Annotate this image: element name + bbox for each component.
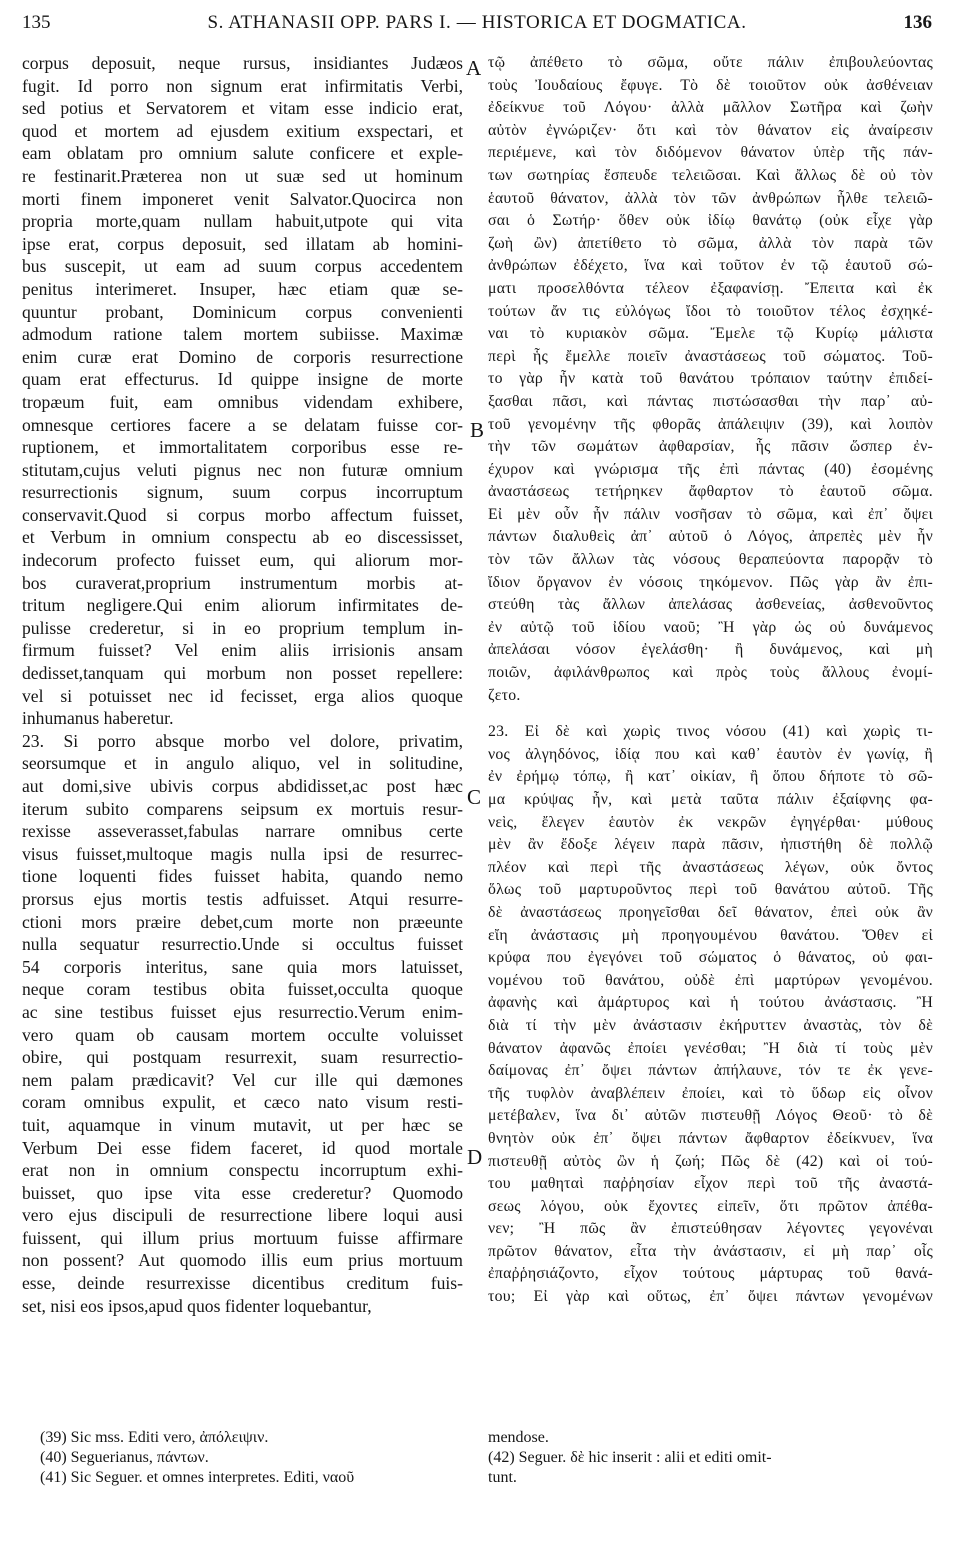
text-line: Verbum Dei esse fidem faceret, id quod mortale: [22, 1137, 463, 1158]
text-line: θνητὸν οὐκ ἐπ᾽ ὄψει πάντων ἄφθαρτον ἐδείκνυεν, ἵνα: [488, 1129, 933, 1147]
text-line: πάντων διαλυθεὶς ἀπ᾽ αὐτοῦ ὁ Λόγος, ἀπρεπὲς μὲν ἦν: [488, 528, 933, 546]
text-line: prorsus ejus mortis testis adfuisset. Atqui resurre-: [22, 888, 463, 909]
text-line: bus suscepit, ut eam ad suum corpus accedentem: [22, 256, 463, 277]
text-line: νεὶς, ἔλεγεν ἑαυτὸν ἐκ νεκρῶν ἐγηγέρθαι· μύθους: [488, 813, 933, 831]
text-line: resurrectionis signum, suum corpus incorruptum: [22, 482, 463, 503]
margin-marker-b: B: [470, 418, 485, 442]
text-line: penitus interimeret. Insuper, hæc etiam quæ se-: [22, 278, 463, 299]
text-line: μα κρύψας ἦν, καὶ μετὰ ταῦτα πάλιν ἐξαίφνης φα-: [488, 791, 933, 808]
text-line: et Verbum in omnium conspectu ab eo discessisset,: [22, 527, 463, 548]
text-line: πλέον καὶ περὶ τῆς ἀναστάσεως λέγων, οὐκ ὄντος: [488, 858, 933, 876]
text-line: seorsumque et in angulo aliquo, vel in solitudine,: [22, 753, 463, 774]
text-line: μετέβαλεν, ἵνα δι᾽ αὐτῶν πιστευθῇ Λόγος Θεοῦ· τὸ δὲ: [488, 1107, 933, 1125]
text-line: ἐπαῤῥησιάζοντο, εἶχον τούτους μάρτυρας τοῦ θανά-: [488, 1265, 933, 1283]
text-line: ξασθαι πᾶσι, καὶ πάντας πιστώσασθαι τὴν παρ᾽ αὐ-: [488, 392, 933, 410]
text-line: μὲν ἂν ἔδοξε λέγειν παρὰ πᾶσιν, ἠπιστήθη δὲ πολλῷ: [488, 836, 933, 854]
text-line: tione loquenti fides fuisset habita, quando nemo: [22, 866, 463, 887]
text-line: ἀνθρώπων ἐδέχετο, ἵνα καὶ τοῦτον ἐν τῷ ἑαυτοῦ σώ-: [488, 257, 933, 275]
text-line: morti finem imponeret venit Salvator.Quocirca non: [22, 188, 463, 209]
text-line: fugit. Id porro non signum erat infirmitatis Verbi,: [22, 75, 463, 96]
text-line: esse, deinde resurrexisse dicentibus creditum fuis-: [22, 1273, 463, 1294]
text-line: set, nisi eos ipsos,apud quos fidenter loquebantur,: [22, 1295, 372, 1316]
text-line: admodum ratione talem mortem subiisse. Maximæ: [22, 324, 463, 345]
footnote: mendose.: [488, 1429, 549, 1446]
text-line: tritum negligere.Qui enim aliorum infirmitates de-: [22, 595, 463, 616]
text-line: tropæum fuit, eam omnibus videndam exhibere,: [22, 391, 463, 412]
text-line: τοῦ γενομένην τῆς φθορᾶς ἀπάλειψιν (39), καὶ λοιπὸν: [488, 415, 933, 433]
text-line: pulisse crederetur, si in eo proprium templum in-: [22, 617, 463, 638]
text-line: vel si potuisset nec id fecisset, erga alios quoque: [22, 685, 463, 706]
text-line: ἀπελάσαι νόσον ἐγελάσθη· ἢ δυνάμενος, καὶ μὴ: [488, 641, 933, 659]
text-line: των σωτηρίας ἔσπευδε τελειῶσαι. Καὶ ἄλλως δὲ οὐ τὸν: [488, 166, 933, 184]
text-line: ποιῶν, ἀφιλάνθρωπος καὶ πρὸς τοὺς ἄλλους ἐνομί-: [488, 664, 933, 682]
text-line: πρῶτον θάνατον, εἶτα τὴν ἀνάστασιν, εἰ μὴ παρ᾽ οἷς: [488, 1242, 933, 1260]
text-line: σεως λόγου, οὐκ ἔχοντες εἰπεῖν, ὅτι πρῶτον ἀπέθα-: [488, 1197, 933, 1215]
text-line: neque coram testibus obita fuisset,occulta quoque: [22, 979, 463, 1000]
left-page-number: 135: [22, 12, 51, 33]
text-line: νεν; Ἢ πῶς ἂν ἐπιστεύθησαν λέγοντες γεγονέναι: [488, 1220, 933, 1238]
footnotes-right: [488, 1428, 933, 1488]
text-line: τῆς τυφλὸν ἀναβλέπειν ἐποίει, καὶ τὸ ὕδωρ εἰς οἶνον: [488, 1084, 933, 1102]
text-line: 23. Si porro absque morbo vel dolore, privatim,: [22, 730, 463, 751]
latin-column: [22, 52, 463, 1317]
text-line: νος ἀλγηδόνος, ἰδίᾳ που καὶ καθ᾽ ἑαυτὸν ἐν γωνίᾳ, ἢ: [488, 745, 933, 763]
footnotes-left: [40, 1428, 463, 1488]
text-line: bos curaverat,proprium instrumentum morbis at-: [22, 572, 463, 593]
text-line: 54 corporis interitus, sane quia mors latuisset,: [22, 956, 463, 977]
text-line: νομένου τοῦ θανάτου, οὐδὲ ἐπὶ μαρτύρων γενομένου.: [488, 971, 933, 989]
text-line: nulla sequatur resurrectio.Unde si occultus fuisset: [22, 934, 463, 955]
text-line: ἀφανὴς καὶ ἀμάρτυρος καὶ ἡ τούτου ἀνάστασις. Ἢ: [488, 994, 933, 1012]
text-line: κρύφα που ἐγεγόνει τοῦ σώματος ὁ θάνατος, οὐ φαι-: [488, 949, 933, 967]
text-line: fuissent, qui illum prius mortuum fuisse affirmare: [22, 1227, 463, 1248]
text-line: stitutam,cujus veluti pignus nec non futuræ omnium: [22, 459, 463, 480]
text-line: του μαθηταὶ παῤῥησίαν εἶχον περὶ τοῦ τῆς ἀναστά-: [488, 1175, 933, 1193]
text-line: εἴη ἀνάστασις μὴ προηγουμένου θανάτου. Ὅθεν εἰ: [488, 926, 933, 944]
text-line: visus fuisset,multoque magis nulla ipsi de resurrec-: [22, 843, 463, 864]
text-line: πιστευθῇ αὐτὸς ὢν ἡ ζωή; Πῶς δὲ (42) καὶ οἱ τού-: [488, 1152, 933, 1170]
text-line: firmum fuisset? Vel enim aliis irrisionis ansam: [22, 640, 463, 661]
text-line: ctioni mors præire debet,cum morte non præeunte: [22, 911, 463, 932]
text-line: sed potius et Servatorem et vitam esse indicio erat,: [22, 98, 463, 119]
text-line: του; Εἰ γὰρ καὶ οὕτως, ἐπ᾽ ὄψει πάντων γενομένων: [488, 1288, 933, 1306]
text-line: δὲ ἀναστάσεως προηγεῖσθαι δεῖ θάνατον, ἐπεὶ οὐκ ἂν: [488, 903, 933, 921]
text-line: ἐδείκνυε τοῦ Λόγου· ἀλλὰ μᾶλλον Σωτῆρα καὶ ζωὴν: [488, 99, 933, 117]
text-line: ματι προσελθόντα τέλεον ἐξαφανίσῃ. Ἔπειτα καὶ ἐκ: [488, 279, 933, 297]
text-line: Εἰ μὲν οὖν ἦν πάλιν νοσῆσαν τὸ σῶμα, καὶ ἐπ᾽ ὄψει: [488, 505, 933, 523]
text-line: dedisset,tanquam qui morbum non posset repellere:: [22, 663, 463, 684]
text-line: corpus deposuit, neque rursus, insidiantes Judæos: [22, 53, 463, 73]
text-line: ναι τὸ κυριακὸν σῶμα. Ἔμελε τῷ Κυρίῳ μάλιστα: [488, 325, 933, 343]
text-line: quam erat effecturus. Id quippe insigne de morte: [22, 369, 463, 390]
text-line: inhumanus haberetur.: [22, 708, 174, 729]
running-header: [22, 12, 932, 42]
text-line: τοὺς Ἰουδαίους ἔφυγε. Τὸ δὲ τοιοῦτον οὐκ ἀσθένειαν: [488, 76, 933, 94]
text-line: quuntur probant, Dominicum corpus convenienti: [22, 301, 463, 322]
text-line: propria morte,quam nullam habuit,utpote qui vita: [22, 211, 463, 232]
greek-column: [488, 52, 933, 1309]
running-title: S. ATHANASII OPP. PARS I. — HISTORICA ET DOGMATICA.: [207, 12, 747, 33]
text-line: ἐν ἐρήμῳ τόπῳ, ἢ κατ᾽ οἰκίαν, ἢ ὅπου δήποτε τὸ σῶ-: [488, 768, 933, 786]
text-line: aut domi,sive ubivis corpus abdidisset,ac post hæc: [22, 776, 463, 796]
text-line: erat non in omnium conspectu incorruptum exhi-: [22, 1160, 463, 1181]
text-line: vero quam ob causam mortem occulte voluisset: [22, 1024, 463, 1045]
text-line: περὶ ἧς ἔμελλε ποιεῖν ἀναστάσεως τοῦ σώματος. Τοῦ-: [488, 347, 933, 365]
footnote: tunt.: [488, 1469, 517, 1486]
margin-marker-c: C: [467, 785, 482, 809]
footnote: (40) Seguerianus, πάντων.: [40, 1449, 209, 1466]
text-line: omnesque certiores facere a se delatam fuisse cor-: [22, 414, 463, 435]
text-line: buisset, quo ipse vita esse crederetur? Quomodo: [22, 1182, 463, 1203]
text-line: τὴν τῶν σωμάτων ἀφθαρσίαν, ἧς πᾶσιν ὥσπερ ἐν-: [488, 438, 933, 456]
footnote: (42) Seguer. δὲ hic inserit : alii et editi omit-: [488, 1449, 772, 1466]
text-line: ἀναστάσεως τετήρηκεν ἄφθαρτον τὸ ἑαυτοῦ σῶμα.: [488, 483, 933, 501]
text-line: ἐν αὐτῷ τοῦ ἰδίου ναοῦ; Ἢ γὰρ ὡς οὐ δυνάμενος: [488, 618, 933, 636]
text-line: σαι ὁ Σωτήρ· ὅθεν οὐκ ἰδίῳ θανάτῳ (οὐκ εἶχε γὰρ: [488, 212, 933, 230]
text-line: iterum subito comparens seipsum ex mortuis resur-: [22, 798, 463, 819]
text-line: τῷ ἀπέθετο τὸ σῶμα, οὔτε πάλιν ἐπιβουλεύοντας: [488, 54, 933, 71]
text-line: περιέμενε, καὶ τὸν διδόμενον θάνατον ὑπὲρ τῆς πάν-: [488, 144, 933, 162]
right-page-number: 136: [903, 12, 932, 33]
text-line: ἴδιον ὄργανον ἐν νόσοις τηκόμενον. Πῶς γὰρ ἂν ἐπι-: [488, 573, 933, 591]
text-line: conservavit.Quod si corpus morbo affectum fuisset,: [22, 504, 463, 525]
text-line: 23. Εἰ δὲ καὶ χωρὶς τινος νόσου (41) καὶ χωρὶς τι-: [488, 723, 933, 741]
text-line: quod et mortem ad ejusdem exitium exspectari, et: [22, 120, 463, 141]
text-line: nem palam prædicavit? Vel cur ille qui dæmones: [22, 1069, 463, 1090]
text-line: τὸν τῶν ἄλλων τὰς νόσους θεραπεύοντα παρορᾷν τὸ: [488, 551, 933, 569]
text-line: ἑαυτοῦ θάνατον, ἀλλὰ τὸν τῶν ἀνθρώπων ἦλθε τελειῶ-: [488, 189, 933, 207]
margin-marker-a: A: [466, 56, 482, 80]
text-line: αὐτὸν ἐγνώριζεν· ὅτι καὶ τὸν θάνατον εἰς ἀναίρεσιν: [488, 121, 933, 139]
margin-marker-d: D: [467, 1145, 483, 1169]
text-line: eam oblatam pro omnium salute conficere et exple-: [22, 143, 463, 164]
text-line: στεύθη τὰς ἄλλων ἀπελάσας ἀσθενείας, ἀσθενοῦντος: [488, 596, 933, 614]
text-line: ruptionem, et immortalitatem corporibus esse re-: [22, 437, 463, 458]
text-line: δαίμονας ἐπ᾽ ὄψει πάντων ἀπήλαυνε, τόν τε ἐκ γενε-: [488, 1062, 933, 1080]
text-line: non possent? Aut quomodo illis eum prius mortuum: [22, 1250, 463, 1271]
text-line: έχυρον καὶ γνώρισμα τῆς ἐπὶ πάντας (40) ἐσομένης: [488, 460, 933, 478]
text-line: re festinarit.Præterea non ut suæ sed ut hominum: [22, 165, 463, 186]
text-line: vero ejus discipuli de resurrectione libere loqui ausi: [22, 1205, 463, 1226]
text-line: enim curæ erat Domino de corporis resurrectione: [22, 346, 463, 367]
text-line: διὰ τί τὴν μὲν ἀνάστασιν ἐκήρυττεν ἀναστὰς, τὸν δὲ: [488, 1016, 933, 1034]
text-line: rexisse asseverasset,fabulas narrare omnibus certe: [22, 821, 463, 842]
text-line: τούτων ἄν τις εὐλόγως ἴδοι τὸ τοιοῦτον τέλος ἐσχηκέ-: [488, 302, 933, 320]
text-line: ζετο.: [488, 686, 521, 704]
text-line: obire, qui postquam resurrexit, suam resurrectio-: [22, 1047, 463, 1068]
text-line: [488, 707, 933, 721]
footnote: (41) Sic Seguer. et omnes interpretes. Editi, ναοῦ: [40, 1469, 355, 1486]
footnote: (39) Sic mss. Editi vero, ἀπόλειψιν.: [40, 1429, 269, 1446]
text-line: θάνατον ἀφανῶς ἐποίει γενέσθαι; Ἢ διὰ τί τοὺς μὲν: [488, 1039, 933, 1057]
text-line: ὅλως τοῦ μαρτυροῦντος περὶ τοῦ θανάτου αὐτοῦ. Τῆς: [488, 881, 933, 899]
text-line: ac sine testibus fuisset ejus resurrectio.Verum enim-: [22, 1001, 463, 1022]
text-line: coram omnibus expulit, et cæco nato visum resti-: [22, 1092, 463, 1113]
text-line: το γὰρ ἦν κατὰ τοῦ θανάτου τρόπαιον ταύτην ἐπιδεί-: [488, 370, 933, 388]
text-line: tuit, aquamque in vinum mutavit, ut per hæc se: [22, 1114, 463, 1135]
text-line: ζωὴ ὢν) ἀπετίθετο τὸ σῶμα, ἀλλὰ τὸν παρὰ τῶν: [488, 234, 933, 252]
text-line: ipse erat, corpus deposuit, sed illatam ab homini-: [22, 233, 463, 254]
text-line: indecorum profecto fuisset eum, qui aliorum mor-: [22, 550, 463, 571]
